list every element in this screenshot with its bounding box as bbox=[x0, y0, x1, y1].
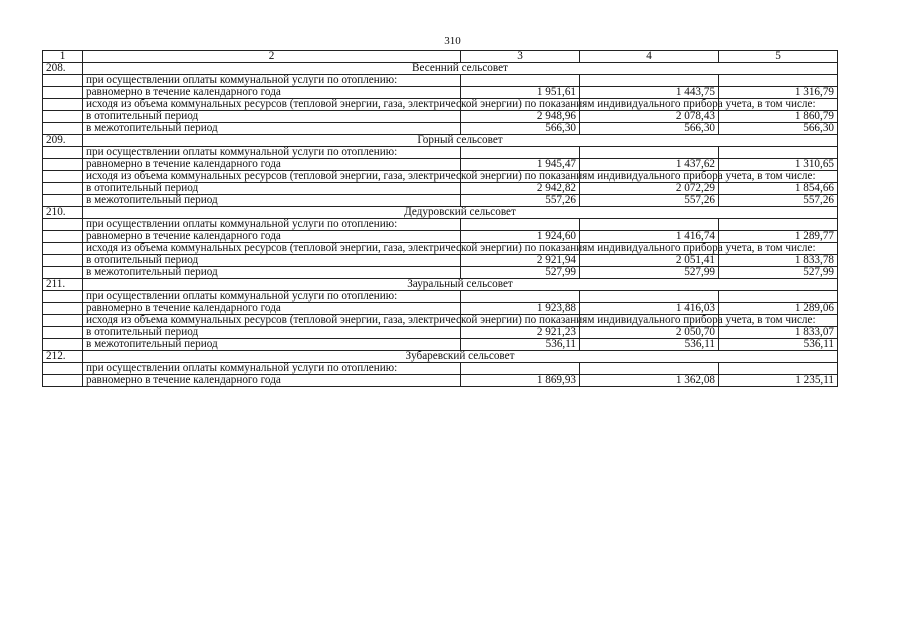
table-row bbox=[43, 111, 838, 123]
table-row bbox=[43, 219, 838, 231]
table-row bbox=[43, 171, 838, 183]
table-row bbox=[43, 267, 838, 279]
empty-cell bbox=[43, 375, 83, 387]
value-col-3: 1 951,61 bbox=[461, 87, 580, 99]
empty-cell bbox=[719, 75, 838, 87]
value-col-4: 2 051,41 bbox=[580, 255, 719, 267]
row-label: исходя из объема коммунальных ресурсов (тепловой энергии, газа, электрической энергии) по показаниям индивидуального прибора учета, в том числе: bbox=[83, 99, 461, 111]
value-col-3: 566,30 bbox=[461, 123, 580, 135]
empty-cell bbox=[580, 219, 719, 231]
empty-cell bbox=[580, 75, 719, 87]
value-col-3: 2 921,94 bbox=[461, 255, 580, 267]
value-col-3: 1 869,93 bbox=[461, 375, 580, 387]
table-row bbox=[43, 123, 838, 135]
value-col-4: 527,99 bbox=[580, 267, 719, 279]
empty-cell bbox=[43, 219, 83, 231]
value-col-5: 1 289,06 bbox=[719, 303, 838, 315]
row-label: при осуществлении оплаты коммунальной услуги по отоплению: bbox=[83, 219, 461, 231]
value-col-4: 566,30 bbox=[580, 123, 719, 135]
header-col-4: 4 bbox=[580, 51, 719, 63]
row-label: исходя из объема коммунальных ресурсов (тепловой энергии, газа, электрической энергии) по показаниям индивидуального прибора учета, в том числе: bbox=[83, 171, 461, 183]
value-col-3: 2 942,82 bbox=[461, 183, 580, 195]
empty-cell bbox=[43, 315, 83, 327]
empty-cell bbox=[461, 147, 580, 159]
table-row bbox=[43, 87, 838, 99]
value-col-5: 1 854,66 bbox=[719, 183, 838, 195]
table-row bbox=[43, 195, 838, 207]
value-col-4: 1 437,62 bbox=[580, 159, 719, 171]
section-row bbox=[43, 279, 838, 291]
row-label: при осуществлении оплаты коммунальной услуги по отоплению: bbox=[83, 75, 461, 87]
empty-cell bbox=[461, 363, 580, 375]
row-label: исходя из объема коммунальных ресурсов (тепловой энергии, газа, электрической энергии) по показаниям индивидуального прибора учета, в том числе: bbox=[83, 243, 461, 255]
section-row bbox=[43, 63, 838, 75]
value-col-5: 566,30 bbox=[719, 123, 838, 135]
empty-cell bbox=[43, 75, 83, 87]
value-col-4: 1 416,03 bbox=[580, 303, 719, 315]
value-col-5: 1 833,78 bbox=[719, 255, 838, 267]
value-col-5: 557,26 bbox=[719, 195, 838, 207]
empty-cell bbox=[43, 291, 83, 303]
table-row bbox=[43, 75, 838, 87]
empty-cell bbox=[43, 363, 83, 375]
table-row bbox=[43, 315, 838, 327]
value-col-4: 1 443,75 bbox=[580, 87, 719, 99]
row-label: равномерно в течение календарного года bbox=[83, 159, 461, 171]
table-row bbox=[43, 375, 838, 387]
table-row bbox=[43, 99, 838, 111]
value-col-5: 527,99 bbox=[719, 267, 838, 279]
empty-cell bbox=[719, 219, 838, 231]
value-col-3: 2 948,96 bbox=[461, 111, 580, 123]
table-row bbox=[43, 363, 838, 375]
row-label: в отопительный период bbox=[83, 327, 461, 339]
table-row bbox=[43, 303, 838, 315]
header-col-3: 3 bbox=[461, 51, 580, 63]
empty-cell bbox=[719, 363, 838, 375]
empty-cell bbox=[43, 99, 83, 111]
empty-cell bbox=[43, 243, 83, 255]
table-row bbox=[43, 183, 838, 195]
empty-cell bbox=[43, 171, 83, 183]
row-label: равномерно в течение календарного года bbox=[83, 87, 461, 99]
row-number: 210. bbox=[43, 207, 83, 219]
row-label: при осуществлении оплаты коммунальной услуги по отоплению: bbox=[83, 363, 461, 375]
empty-cell bbox=[43, 87, 83, 99]
empty-cell bbox=[719, 147, 838, 159]
row-label: в межотопительный период bbox=[83, 123, 461, 135]
row-label: в межотопительный период bbox=[83, 267, 461, 279]
row-number: 208. bbox=[43, 63, 83, 75]
empty-cell bbox=[43, 303, 83, 315]
header-col-5: 5 bbox=[719, 51, 838, 63]
value-col-4: 2 078,43 bbox=[580, 111, 719, 123]
empty-cell bbox=[580, 363, 719, 375]
tariff-table bbox=[42, 50, 838, 387]
row-label: исходя из объема коммунальных ресурсов (тепловой энергии, газа, электрической энергии) по показаниям индивидуального прибора учета, в том числе: bbox=[83, 315, 461, 327]
empty-cell bbox=[580, 147, 719, 159]
empty-cell bbox=[461, 291, 580, 303]
section-row bbox=[43, 351, 838, 363]
table-row bbox=[43, 327, 838, 339]
row-label: равномерно в течение календарного года bbox=[83, 231, 461, 243]
empty-cell bbox=[43, 327, 83, 339]
table-row bbox=[43, 339, 838, 351]
empty-cell bbox=[719, 291, 838, 303]
settlement-name: Зубаревский сельсовет bbox=[83, 351, 838, 363]
value-col-3: 527,99 bbox=[461, 267, 580, 279]
header-col-2: 2 bbox=[83, 51, 461, 63]
row-label: равномерно в течение календарного года bbox=[83, 303, 461, 315]
value-col-4: 1 362,08 bbox=[580, 375, 719, 387]
table-row bbox=[43, 147, 838, 159]
value-col-4: 557,26 bbox=[580, 195, 719, 207]
table-row bbox=[43, 243, 838, 255]
settlement-name: Горный сельсовет bbox=[83, 135, 838, 147]
value-col-5: 1 316,79 bbox=[719, 87, 838, 99]
value-col-5: 1 833,07 bbox=[719, 327, 838, 339]
row-number: 211. bbox=[43, 279, 83, 291]
empty-cell bbox=[580, 291, 719, 303]
settlement-name: Дедуровский сельсовет bbox=[83, 207, 838, 219]
value-col-3: 1 924,60 bbox=[461, 231, 580, 243]
row-label: в отопительный период bbox=[83, 111, 461, 123]
value-col-4: 536,11 bbox=[580, 339, 719, 351]
row-label: в межотопительный период bbox=[83, 339, 461, 351]
row-label: в отопительный период bbox=[83, 255, 461, 267]
table-row bbox=[43, 255, 838, 267]
table-row bbox=[43, 159, 838, 171]
value-col-5: 1 860,79 bbox=[719, 111, 838, 123]
row-label: при осуществлении оплаты коммунальной услуги по отоплению: bbox=[83, 291, 461, 303]
settlement-name: Весенний сельсовет bbox=[83, 63, 838, 75]
table-row bbox=[43, 231, 838, 243]
value-col-4: 2 050,70 bbox=[580, 327, 719, 339]
row-label: равномерно в течение календарного года bbox=[83, 375, 461, 387]
value-col-3: 1 945,47 bbox=[461, 159, 580, 171]
empty-cell bbox=[43, 339, 83, 351]
value-col-3: 557,26 bbox=[461, 195, 580, 207]
empty-cell bbox=[43, 195, 83, 207]
empty-cell bbox=[43, 123, 83, 135]
empty-cell bbox=[461, 75, 580, 87]
page-number: 310 bbox=[444, 35, 461, 47]
value-col-5: 536,11 bbox=[719, 339, 838, 351]
value-col-5: 1 310,65 bbox=[719, 159, 838, 171]
table-row bbox=[43, 291, 838, 303]
value-col-5: 1 235,11 bbox=[719, 375, 838, 387]
empty-cell bbox=[43, 183, 83, 195]
row-label: в отопительный период bbox=[83, 183, 461, 195]
section-row bbox=[43, 207, 838, 219]
value-col-4: 2 072,29 bbox=[580, 183, 719, 195]
header-col-1: 1 bbox=[43, 51, 83, 63]
empty-cell bbox=[43, 159, 83, 171]
value-col-4: 1 416,74 bbox=[580, 231, 719, 243]
row-label: при осуществлении оплаты коммунальной услуги по отоплению: bbox=[83, 147, 461, 159]
empty-cell bbox=[43, 255, 83, 267]
empty-cell bbox=[43, 147, 83, 159]
empty-cell bbox=[43, 111, 83, 123]
empty-cell bbox=[461, 219, 580, 231]
value-col-3: 536,11 bbox=[461, 339, 580, 351]
value-col-3: 1 923,88 bbox=[461, 303, 580, 315]
row-number: 212. bbox=[43, 351, 83, 363]
value-col-3: 2 921,23 bbox=[461, 327, 580, 339]
empty-cell bbox=[43, 267, 83, 279]
table-header-row bbox=[43, 51, 838, 63]
empty-cell bbox=[43, 231, 83, 243]
row-label: в межотопительный период bbox=[83, 195, 461, 207]
row-number: 209. bbox=[43, 135, 83, 147]
value-col-5: 1 289,77 bbox=[719, 231, 838, 243]
section-row bbox=[43, 135, 838, 147]
settlement-name: Зауральный сельсовет bbox=[83, 279, 838, 291]
